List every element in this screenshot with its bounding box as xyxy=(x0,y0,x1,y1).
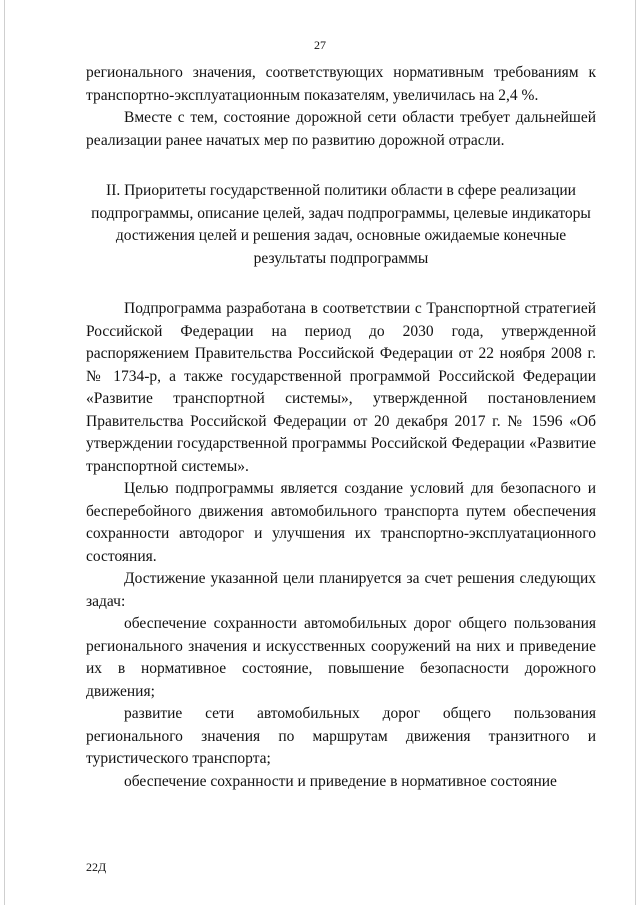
page-number: 27 xyxy=(314,38,326,52)
paragraph-road-network: Вместе с тем, состояние дорожной сети области требует дальнейшей реализации ранее начатых мер по развитию дорожной отрасли. xyxy=(86,109,596,149)
paragraph-task-1: обеспечение сохранности автомобильных дорог общего пользования регионального значения и искусственных сооружений на них и приведение их в нормативное состояние, повышение безопасности дорожного движения; xyxy=(86,615,596,700)
paragraph-tasks-intro: Достижение указанной цели планируется за счет решения следующих задач: xyxy=(86,570,596,610)
scan-right-edge xyxy=(635,0,636,905)
document-body xyxy=(86,62,596,793)
paragraph-continuation: регионального значения, соответствующих нормативным требованиям к транспортно-эксплуатационным показателям, увеличилась на 2,4 %. xyxy=(86,64,596,104)
scan-left-edge xyxy=(4,0,5,905)
paragraph-strategy: Подпрограмма разработана в соответствии с Транспортной стратегией Российской Федерации на период до 2030 года, утвержденной распоряжением Правительства Российской Федерации от 22 ноября 2008 г. № 1734-р, а также государственной программой Российской Федерации «Развитие транспортной системы», утвержденной постановлением Правительства Российской Федерации от 20 декабря 2017 г. № 1596 «Об утверждении государственной программы Российской Федерации «Развитие транспортной системы». xyxy=(86,300,596,475)
paragraph-goal: Целью подпрограммы является создание условий для безопасного и бесперебойного движения автомобильного транспорта путем обеспечения сохранности автодорог и улучшения их транспортно-эксплуатационного состояния. xyxy=(86,480,596,565)
paragraph-task-3: обеспечение сохранности и приведение в нормативное состояние xyxy=(124,772,557,790)
paragraph-task-2: развитие сети автомобильных дорог общего пользования регионального значения по маршрутам движения транзитного и туристического транспорта; xyxy=(86,705,596,767)
footer-mark: 22Д xyxy=(86,860,107,874)
section-heading: II. Приоритеты государственной политики области в сфере реализации подпрограммы, описание целей, задач подпрограммы, целевые индикаторы достижения целей и решения задач, основные ожидаемые конечные результаты подпрограммы xyxy=(91,182,591,267)
